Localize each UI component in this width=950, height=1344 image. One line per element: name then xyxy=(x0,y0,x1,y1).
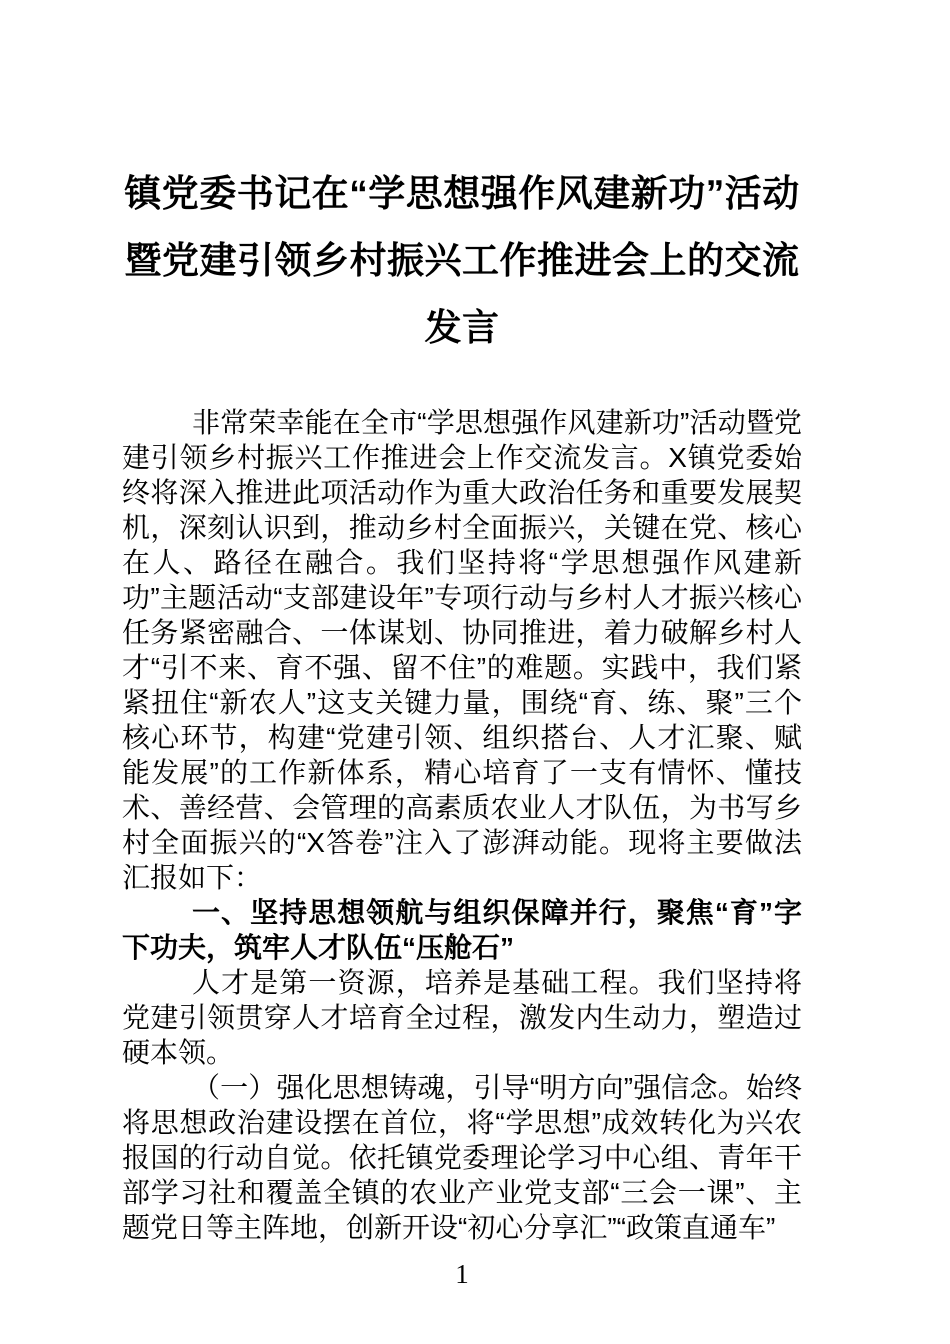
paragraph: （一）强化思想铸魂，引导“明方向”强信念。始终将思想政治建设摆在首位，将“学思想”成效转化为兴农报国的行动自觉。依托镇党委理论学习中心组、青年干部学习社和覆盖全镇的农业产业党支部“三会一课”、主题党日等主阵地，创新开设“初心分享汇”“政策直通车” xyxy=(122,1072,802,1243)
paragraph: 非常荣幸能在全市“学思想强作风建新功”活动暨党建引领乡村振兴工作推进会上作交流发言。X镇党委始终将深入推进此项活动作为重大政治任务和重要发展契机，深刻认识到，推动乡村全面振兴，关键在党、核心在人、路径在融合。我们坚持将“学思想强作风建新功”主题活动“支部建设年”专项行动与乡村人才振兴核心任务紧密融合、一体谋划、协同推进，着力破解乡村人才“引不来、育不强、留不住”的难题。实践中，我们紧紧扭住“新农人”这支关键力量，围绕“育、练、聚”三个核心环节，构建“党建引领、组织搭台、人才汇聚、赋能发展”的工作新体系，精心培育了一支有情怀、懂技术、善经营、会管理的高素质农业人才队伍，为书写乡村全面振兴的“X答卷”注入了澎湃动能。现将主要做法汇报如下： xyxy=(122,407,802,893)
document-body xyxy=(122,405,802,1245)
section-heading: 一、坚持思想领航与组织保障并行，聚焦“育”字下功夫，筑牢人才队伍“压舱石” xyxy=(122,897,802,963)
document-title: 镇党委书记在“学思想强作风建新功”活动暨党建引领乡村振兴工作推进会上的交流发言 xyxy=(124,173,800,348)
paragraph: 人才是第一资源，培养是基础工程。我们坚持将党建引领贯穿人才培育全过程，激发内生动力，塑造过硬本领。 xyxy=(122,967,802,1068)
page-number: 1 xyxy=(455,1259,469,1289)
